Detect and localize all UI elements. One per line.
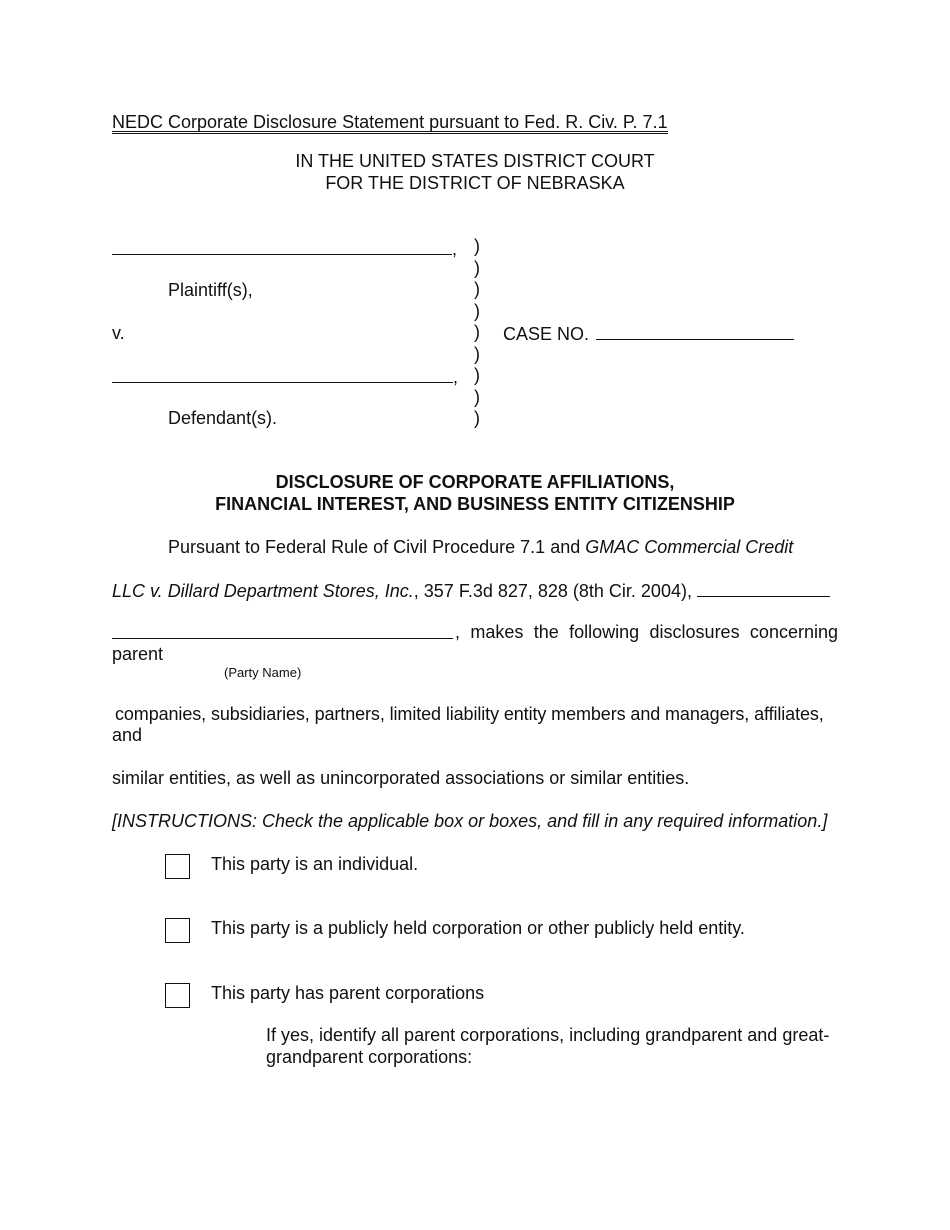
party-name-blank[interactable] [112, 622, 453, 639]
caption-paren: ) [474, 386, 480, 407]
court-name-line2: FOR THE DISTRICT OF NEBRASKA [325, 173, 625, 193]
parent-corporations-option-label: This party has parent corporations [211, 983, 485, 1003]
body-line-3-wrap: parent [112, 644, 164, 664]
form-title: NEDC Corporate Disclosure Statement pursuant to Fed. R. Civ. P. 7.1 [112, 112, 668, 132]
case-number-blank[interactable] [596, 323, 794, 340]
party-name-hint: (Party Name) [224, 665, 302, 680]
individual-checkbox[interactable] [165, 854, 190, 879]
parent-corporations-followup-line1: If yes, identify all parent corporations, including grandparent and great- [266, 1025, 830, 1045]
party-name-blank-start[interactable] [697, 580, 830, 597]
case-number-label: CASE NO. [503, 324, 590, 344]
body-line-2 [112, 580, 830, 602]
defendant-name-field[interactable] [112, 366, 458, 388]
document-title-line1: DISCLOSURE OF CORPORATE AFFILIATIONS, [275, 472, 675, 492]
caption-paren: ) [474, 343, 480, 364]
caption-paren-column [474, 236, 480, 430]
plaintiff-label: Plaintiff(s), [168, 280, 253, 300]
body-line-4-wrap: and [112, 725, 143, 745]
parent-corporations-followup-line2: grandparent corporations: [266, 1047, 473, 1067]
body-line-3 [112, 622, 453, 644]
caption-paren: ) [474, 408, 480, 428]
body-line-4: companies, subsidiaries, partners, limited liability entity members and managers, affiliates, [115, 704, 824, 724]
parent-corporations-checkbox[interactable] [165, 983, 190, 1008]
caption-paren: ) [474, 279, 480, 299]
case-number-field[interactable] [503, 323, 794, 345]
body-case-name-part2: LLC v. Dillard Department Stores, Inc. [112, 581, 414, 601]
caption-paren: ) [474, 365, 480, 385]
public-entity-option-label: This party is a publicly held corporation or other publicly held entity. [211, 918, 745, 938]
caption-paren: ) [474, 322, 480, 342]
public-entity-checkbox[interactable] [165, 918, 190, 943]
instructions: [INSTRUCTIONS: Check the applicable box or boxes, and fill in any required information.] [112, 811, 828, 831]
plaintiff-name-field[interactable] [112, 238, 457, 260]
caption-paren: ) [474, 300, 480, 321]
body-line-3-tail: , makes the following disclosures concerning [455, 622, 838, 642]
body-line-5: similar entities, as well as unincorporated associations or similar entities. [112, 768, 690, 788]
body-case-name-part1: GMAC Commercial Credit [585, 537, 794, 557]
body-citation: , 357 F.3d 827, 828 (8th Cir. 2004), [413, 581, 692, 601]
defendant-comma: , [453, 367, 459, 387]
plaintiff-comma: , [452, 239, 458, 259]
versus-label: v. [112, 323, 125, 343]
caption-paren: ) [474, 257, 480, 278]
individual-option-label: This party is an individual. [211, 854, 419, 874]
court-name-line1: IN THE UNITED STATES DISTRICT COURT [295, 151, 655, 171]
plaintiff-name-blank[interactable] [112, 238, 452, 255]
body-rule-text: Pursuant to Federal Rule of Civil Procedure 7.1 and [168, 537, 581, 557]
body-line-1 [168, 537, 793, 558]
document-title-line2: FINANCIAL INTEREST, AND BUSINESS ENTITY CITIZENSHIP [215, 494, 735, 514]
caption-paren: ) [474, 236, 480, 256]
defendant-label: Defendant(s). [168, 408, 278, 428]
defendant-name-blank[interactable] [112, 366, 453, 383]
